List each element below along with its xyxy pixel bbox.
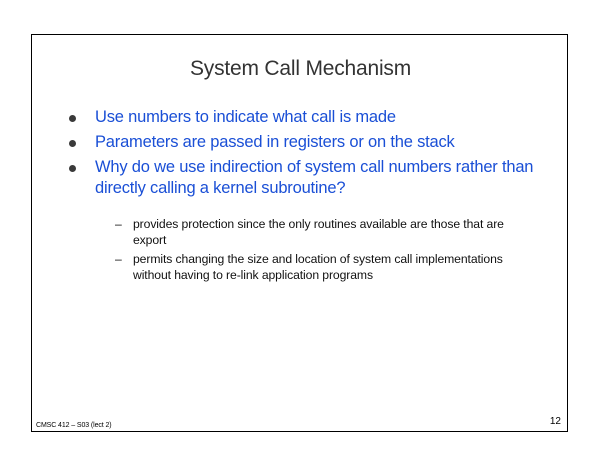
- bullet-item: [69, 157, 539, 199]
- bullet-item: [69, 107, 539, 128]
- dash-marker: –: [115, 252, 122, 266]
- bullet-text: Why do we use indirection of system call numbers rather than directly calling a kernel subroutine?: [95, 158, 534, 197]
- subbullet-text: permits changing the size and location of system call implementations without having to re-link application programs: [133, 252, 503, 282]
- subbullet-list: [115, 216, 525, 286]
- course-footer: CMSC 412 – S03 (lect 2): [36, 422, 112, 429]
- subbullet-text: provides protection since the only routines available are those that are export: [133, 217, 504, 247]
- subbullet-item: [115, 216, 525, 248]
- bullet-item: [69, 132, 539, 153]
- dash-marker: –: [115, 217, 122, 231]
- bullet-dot-icon: [69, 165, 76, 172]
- bullet-text: Parameters are passed in registers or on the stack: [95, 133, 455, 151]
- bullet-dot-icon: [69, 115, 76, 122]
- bullet-dot-icon: [69, 140, 76, 147]
- bullet-text: Use numbers to indicate what call is made: [95, 108, 396, 126]
- page-number: 12: [549, 416, 561, 427]
- bullet-list: [69, 107, 539, 203]
- subbullet-item: [115, 251, 525, 283]
- slide-frame: [31, 34, 568, 432]
- slide-title: System Call Mechanism: [189, 57, 412, 80]
